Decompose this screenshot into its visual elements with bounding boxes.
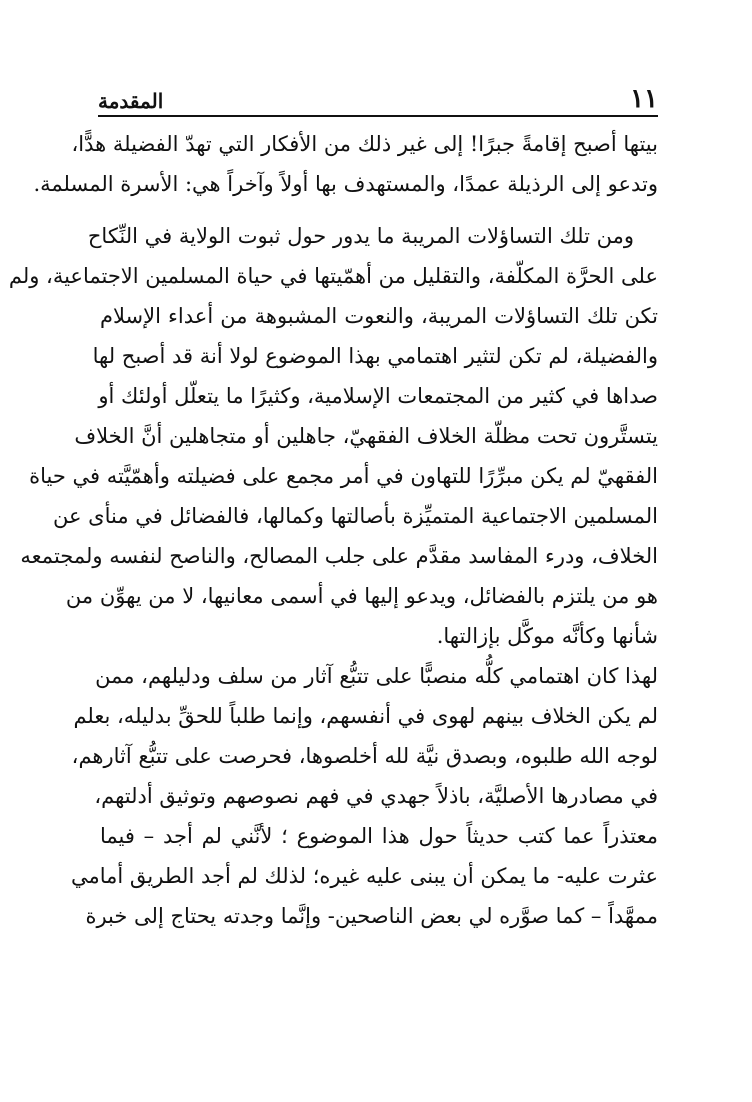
text-line: ممهَّداً – كما صوَّره لي بعض الناصحين- وإنَّما وجدته يحتاج إلى خبرة: [85, 904, 658, 928]
text-line: وتدعو إلى الرذيلة عمدًا، والمستهدف بها أولاً وآخراً هي: الأسرة المسلمة.: [33, 172, 658, 196]
text-line: بيتها أصبح إقامةً جبرًا! إلى غير ذلك من الأفكار التي تهدّ الفضيلة هدًّا،: [71, 132, 658, 156]
text-line: تكن تلك التساؤلات المريبة، والنعوت المشبوهة من أعداء الإسلام: [100, 304, 658, 328]
text-line: شأنها وكأنَّه موكَّل بإزالتها.: [436, 624, 658, 648]
text-line: الخلاف، ودرء المفاسد مقدَّم على جلب المصالح، والناصح لنفسه ولمجتمعه: [20, 544, 658, 568]
text-line: والفضيلة، لم تكن لتثير اهتمامي بهذا الموضوع لولا أنة قد أصبح لها: [92, 344, 658, 368]
text-line: الفقهيّ لم يكن مبرِّرًا للتهاون في أمر مجمع على فضيلته وأهمّيَّته في حياة: [29, 464, 658, 488]
page-number: ١١: [630, 84, 658, 114]
running-title: المقدمة: [98, 89, 164, 113]
text-line: هو من يلتزم بالفضائل، ويدعو إليها في أسمى معانيها، لا من يهوِّن من: [65, 584, 658, 608]
text-line: لهذا كان اهتمامي كلُّه منصبًّا على تتبُّع آثار من سلف ودليلهم، ممن: [95, 664, 658, 688]
text-line: في مصادرها الأصليَّة، باذلاً جهدي في فهم نصوصهم وتوثيق أدلتهم،: [94, 784, 658, 808]
text-line: يتستَّرون تحت مظلّة الخلاف الفقهيّ، جاهلين أو متجاهلين أنَّ الخلاف: [74, 424, 658, 448]
text-line: المسلمين الاجتماعية المتميِّزة بأصالتها وكمالها، فالفضائل في منأى عن: [52, 504, 658, 528]
text-line: معتذراً عما كتب حديثاً حول هذا الموضوع ؛ لأنَّني لم أجد – فيما: [100, 824, 658, 848]
body-text: [8, 124, 658, 936]
text-line: ومن تلك التساؤلات المريبة ما يدور حول ثبوت الولاية في النِّكاح: [87, 224, 634, 248]
text-line: عثرت عليه- ما يمكن أن يبنى عليه غيره؛ لذلك لم أجد الطريق أمامي: [70, 864, 658, 888]
paragraph-gap: [100, 204, 658, 216]
header-rule: [98, 115, 658, 117]
page-header: [98, 84, 658, 118]
text-line: صداها في كثير من المجتمعات الإسلامية، وكثيرًا ما يتعلّل أولئك أو: [98, 384, 658, 408]
text-line: على الحرَّة المكلّفة، والتقليل من أهمّيتها في حياة المسلمين الاجتماعية، ولم: [8, 264, 658, 288]
text-line: لوجه الله طلبوه، وبصدق نيَّة لله أخلصوها، فحرصت على تتبُّع آثارهم،: [71, 744, 658, 768]
text-line: لم يكن الخلاف بينهم لهوى في أنفسهم، وإنما طلباً للحقِّ بدليله، بعلم: [73, 704, 658, 728]
